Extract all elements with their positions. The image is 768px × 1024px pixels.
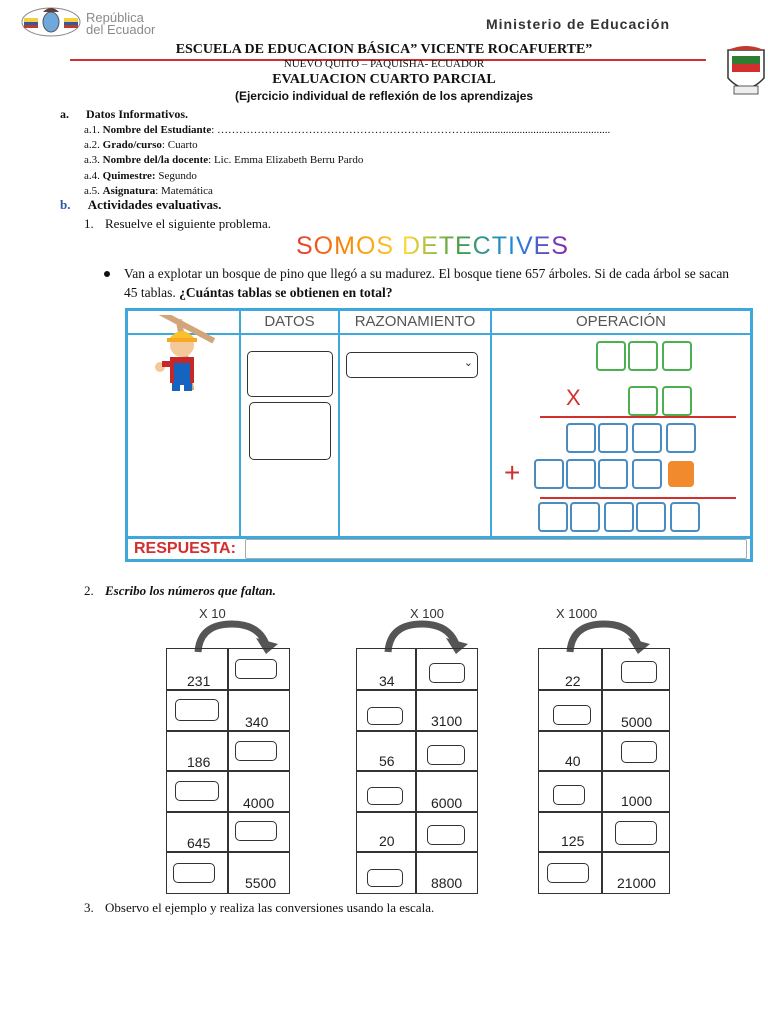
multiply-table-3 (538, 606, 672, 894)
cell-input[interactable] (615, 821, 657, 845)
cell-input[interactable] (553, 705, 591, 725)
cell-value: 5000 (621, 714, 653, 730)
grid-row-line (167, 770, 289, 772)
cell-input[interactable] (367, 707, 403, 725)
problem-text: Van a explotar un bosque de pino que llegó a su madurez. El bosque tiene 657 árboles. Si de cada árbol se sacan 45 tablas. (124, 266, 730, 300)
grid-row-line (539, 770, 669, 772)
school-logo (724, 42, 768, 100)
info-heading-text: Datos Informativos. (86, 107, 188, 121)
multiplier-label: X 1000 (556, 606, 598, 621)
question-2 (84, 583, 276, 599)
info-heading-letter: a. (60, 107, 69, 121)
op-box[interactable] (534, 459, 564, 489)
info-label: Grado/curso (102, 139, 162, 152)
info-label: Nombre del Estudiante (102, 124, 212, 136)
table-grid (166, 648, 290, 894)
answer-input[interactable] (245, 539, 747, 559)
table-grid (538, 648, 670, 894)
op-box[interactable] (670, 502, 700, 532)
datos-input-1[interactable] (247, 351, 333, 397)
razonamiento-select[interactable] (346, 352, 478, 378)
info-heading (60, 107, 188, 122)
cell-input[interactable] (553, 785, 585, 805)
cell-input[interactable] (175, 699, 219, 721)
info-value: : ……………………………………………………………................................................... (211, 124, 611, 136)
cell-input[interactable] (429, 663, 465, 683)
school-location: NUEVO QUITO – PAQUISHA- ECUADOR (283, 58, 485, 70)
school-shield-icon (724, 42, 768, 100)
info-item (84, 153, 610, 168)
problem-question: ¿Cuántas tablas se obtienen en total? (179, 285, 393, 300)
cell-value: 34 (379, 673, 395, 689)
grid-row-line (539, 730, 669, 732)
grid-row-line (167, 851, 289, 853)
q2-number: 2. (84, 583, 94, 598)
cell-value: 1000 (621, 793, 653, 809)
op-box[interactable] (604, 502, 634, 532)
grid-row-line (539, 811, 669, 813)
cell-value: 22 (565, 673, 581, 689)
activities-letter: b. (60, 197, 71, 212)
cell-input[interactable] (427, 745, 465, 765)
cell-value: 4000 (243, 795, 275, 811)
table-grid (356, 648, 478, 894)
activities-heading (60, 197, 221, 213)
question-1 (84, 216, 271, 232)
activities-heading-text: Actividades evaluativas. (87, 197, 222, 212)
info-item (84, 169, 610, 184)
info-value: : Lic. Emma Elizabeth Berru Pardo (208, 154, 364, 167)
op-box[interactable] (662, 341, 692, 371)
cell-input[interactable] (235, 659, 277, 679)
op-box-filled (668, 461, 694, 487)
plus-sign: + (504, 457, 521, 488)
table-col-line (338, 311, 340, 537)
op-box[interactable] (632, 423, 662, 453)
cell-input[interactable] (367, 869, 403, 887)
problem-table (125, 308, 753, 562)
carpenter-icon (142, 315, 222, 395)
info-label: Asignatura (102, 184, 156, 197)
info-item (84, 123, 610, 138)
ecuador-logo (20, 4, 82, 40)
cell-input[interactable] (235, 821, 277, 841)
op-box[interactable] (566, 459, 596, 489)
cell-value: 231 (187, 673, 211, 689)
table-col-line (239, 311, 241, 537)
info-item (84, 138, 610, 153)
school-name: ESCUELA DE EDUCACION BÁSICA” VICENTE ROCAFUERTE” (175, 42, 593, 57)
op-box[interactable] (662, 386, 692, 416)
question-3 (84, 900, 434, 916)
q3-number: 3. (84, 900, 94, 915)
eval-title: EVALUACION CUARTO PARCIAL (272, 72, 496, 87)
info-label: Quimestre: (102, 169, 156, 182)
op-box[interactable] (538, 502, 568, 532)
cell-input[interactable] (621, 741, 657, 763)
cell-value: 5500 (245, 875, 277, 891)
chevron-down-icon: ⌄ (463, 357, 473, 369)
cell-value: 186 (187, 754, 211, 770)
operation-line (540, 497, 736, 499)
op-box[interactable] (598, 459, 628, 489)
datos-input-2[interactable] (249, 402, 331, 460)
cell-input[interactable] (235, 741, 277, 761)
grid-row-line (539, 689, 669, 691)
table-col-line (490, 311, 492, 537)
cell-input[interactable] (175, 781, 219, 801)
cell-input[interactable] (547, 863, 589, 883)
info-list (84, 123, 610, 199)
q3-text: Observo el ejemplo y realiza las conversiones usando la escala. (105, 900, 435, 915)
cell-value: 125 (561, 833, 585, 849)
op-box[interactable] (596, 341, 626, 371)
multiply-table-1 (166, 606, 291, 894)
op-box[interactable] (570, 502, 600, 532)
problem-statement (124, 264, 734, 302)
cell-input[interactable] (427, 825, 465, 845)
cell-value: 645 (187, 835, 211, 851)
q2-text: Escribo los números que faltan. (105, 583, 276, 598)
bullet-icon (104, 271, 110, 277)
cell-input[interactable] (173, 863, 215, 883)
header-datos: DATOS (264, 313, 315, 330)
grid-row-line (357, 851, 477, 853)
info-value: Segundo (155, 169, 197, 182)
info-num: a.4. (84, 169, 100, 182)
op-box[interactable] (566, 423, 596, 453)
op-box[interactable] (632, 459, 662, 489)
q1-number: 1. (84, 216, 94, 231)
cell-value: 6000 (431, 795, 463, 811)
info-value: : Cuarto (161, 139, 198, 152)
cell-value: 8800 (431, 875, 463, 891)
operation-line (540, 416, 736, 418)
info-num: a.5. (84, 184, 100, 197)
cell-value: 40 (565, 753, 581, 769)
cell-value: 340 (245, 714, 269, 730)
eval-subtitle: (Ejercicio individual de reflexión de los aprendizajes (234, 89, 534, 103)
grid-row-line (167, 689, 289, 691)
republic-text: República del Ecuador (86, 10, 156, 37)
grid-row-line (357, 689, 477, 691)
info-num: a.1. (84, 124, 100, 136)
cell-value: 3100 (431, 713, 463, 729)
cell-input[interactable] (621, 661, 657, 683)
multiply-table-2 (356, 606, 481, 894)
op-box[interactable] (666, 423, 696, 453)
answer-label: RESPUESTA: (134, 540, 236, 557)
info-label: Nombre del/la docente (102, 154, 209, 167)
grid-row-line (357, 770, 477, 772)
multiplier-label: X 10 (199, 606, 226, 621)
grid-row-line (357, 730, 477, 732)
info-num: a.2. (84, 139, 100, 152)
cell-value: 56 (379, 753, 395, 769)
coat-of-arms-icon (20, 4, 82, 40)
grid-row-line (167, 730, 289, 732)
times-sign: X (566, 385, 581, 410)
header-razonamiento: RAZONAMIENTO (354, 313, 476, 330)
grid-row-line (167, 811, 289, 813)
multiplier-label: X 100 (410, 606, 444, 621)
grid-row-line (357, 811, 477, 813)
cell-input[interactable] (367, 787, 403, 805)
cell-value: 20 (379, 833, 395, 849)
op-box[interactable] (598, 423, 628, 453)
header-operacion: OPERACIÓN (575, 313, 666, 330)
op-box[interactable] (628, 341, 658, 371)
grid-row-line (539, 851, 669, 853)
worker-illustration (142, 315, 222, 395)
op-box[interactable] (636, 502, 666, 532)
q1-text: Resuelve el siguiente problema. (105, 216, 272, 231)
cell-value: 21000 (617, 875, 656, 891)
info-value: : Matemática (155, 184, 213, 197)
detectives-banner: SOMOS DETECTIVES (296, 232, 569, 260)
info-num: a.3. (84, 154, 100, 167)
ministry-title: Ministerio de Educación (486, 16, 671, 32)
op-box[interactable] (628, 386, 658, 416)
